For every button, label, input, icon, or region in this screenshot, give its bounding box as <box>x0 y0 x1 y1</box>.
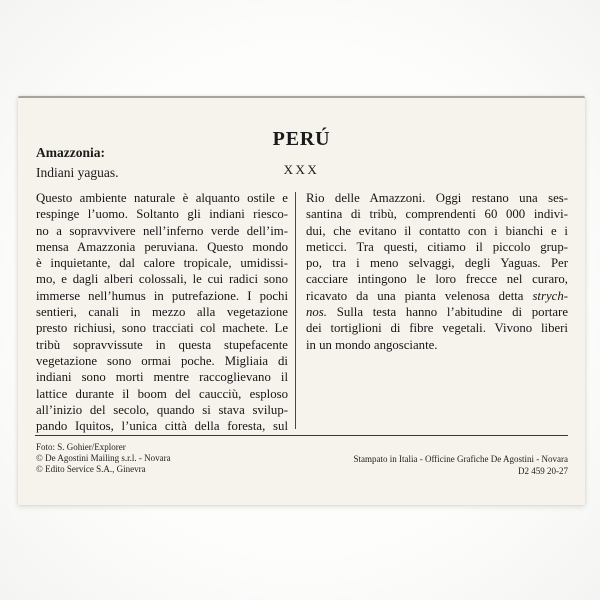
publisher-credit-line: © Edito Service S.A., Ginevra <box>36 464 146 474</box>
text-line: vegetazione sono ormai poche. Migliaia di <box>36 353 288 368</box>
photo-credits <box>36 442 171 475</box>
text-line: Questo ambiente naturale è alquanto ostile e <box>36 191 288 205</box>
text-line: mo, e dagli alberi colossali, le cui radici sono <box>36 272 288 287</box>
body-column-right <box>306 190 568 353</box>
text-line: cacciare intingono le loro frecce nel curaro, <box>306 272 568 287</box>
text-line: all’inizio del secolo, quando si stava svilup- <box>36 402 288 417</box>
text-line: respinge l’uomo. Soltanto gli indiani riesco- <box>36 207 288 222</box>
text-line: in un mondo angosciante. <box>306 337 438 352</box>
publisher-credit-line: © De Agostini Mailing s.r.l. - Novara <box>36 453 171 463</box>
text-segment: ricavato da una pianta velenosa detta <box>306 288 524 303</box>
text-segment: Sulla testa hanno l’abitudine di portare <box>336 305 568 320</box>
text-segment-italic: nos. <box>306 305 327 320</box>
series-mark: XXX <box>283 162 320 177</box>
text-line-strychnos <box>306 288 568 304</box>
text-line: indiani sono morti mentre raccoglievano il <box>36 370 288 385</box>
text-line: lattice durante il boom del caucciù, esploso <box>36 386 288 401</box>
text-line: mensa Amazzonia peruviana. Questo mondo <box>36 239 288 254</box>
text-line: è inquietante, dal calore tropicale, umidissi- <box>36 256 288 271</box>
photo-credit-line: Foto: S. Gohier/Explorer <box>36 442 126 452</box>
text-line: po, tra i meno selvaggi, degli Yaguas. Per <box>306 256 568 271</box>
print-info: Stampato in Italia - Officine Grafiche De Agostini - Novara <box>353 454 568 464</box>
catalog-code: D2 459 20-27 <box>518 466 568 476</box>
text-line: Rio delle Amazzoni. Oggi restano una ses- <box>306 191 568 205</box>
text-segment-italic: strych- <box>532 288 568 303</box>
text-line: immerse nell’humus in putrefazione. I pochi <box>36 288 288 303</box>
text-line: pando Iquitos, l’unica città della foresta, sul <box>36 419 288 434</box>
print-info-block <box>353 453 568 477</box>
text-line: santina di tribù, comprendenti 60 000 indivi- <box>306 207 568 222</box>
text-line: sentieri, canali in mezzo alla vegetazione <box>36 305 288 320</box>
body-column-left <box>36 190 288 434</box>
card-title: PERÚ <box>272 128 331 150</box>
caption-heading: Amazzonia: <box>36 145 105 160</box>
text-line: dei tortiglioni di fibre vegetali. Vivono liberi <box>306 321 568 336</box>
text-line: tribù sopravvissute in questa stupefacente <box>36 337 288 352</box>
postcard-back <box>18 96 585 505</box>
text-line: dui, che evitano il contatto con i bianchi e i <box>306 223 568 238</box>
text-line: meticci. Tra questi, citiamo il piccolo grup- <box>306 239 568 254</box>
text-line-nos <box>306 304 568 320</box>
text-line: no a sopravvivere nell’inferno verde dell’im- <box>36 223 288 238</box>
footer-divider-line <box>35 435 568 436</box>
caption-subheading: Indiani yaguas. <box>36 165 119 180</box>
text-line: presto richiusi, sono tracciati col machete. Le <box>36 321 288 336</box>
column-divider-line <box>295 192 296 429</box>
